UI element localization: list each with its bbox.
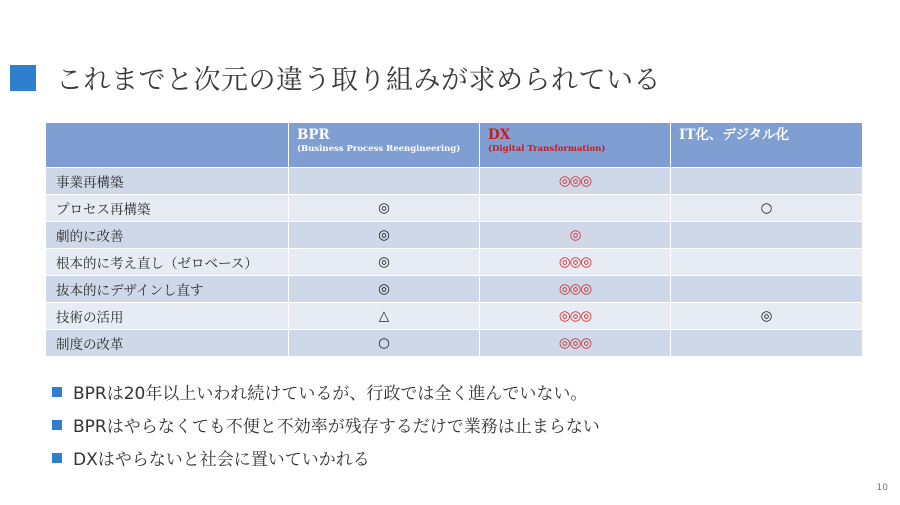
bullet-text: DXはやらないと社会に置いていかれる	[73, 450, 370, 470]
dx-mark	[480, 195, 671, 222]
list-item	[52, 375, 600, 408]
bullet-square-icon	[52, 453, 62, 463]
bullet-list	[52, 375, 600, 474]
table-row	[46, 222, 863, 249]
slide-title-bar	[10, 58, 661, 97]
header-it	[671, 123, 863, 168]
bpr-mark: ◎	[289, 276, 480, 303]
header-bpr	[289, 123, 480, 168]
bpr-mark: ◎	[289, 195, 480, 222]
bpr-mark: △	[289, 303, 480, 330]
bpr-mark: ◎	[289, 222, 480, 249]
it-mark	[671, 222, 863, 249]
dx-mark: ◎◎◎	[480, 303, 671, 330]
header-it-title: IT化、デジタル化	[679, 127, 790, 143]
header-dx-title: DX	[488, 127, 511, 143]
bpr-mark: ◎	[289, 249, 480, 276]
it-mark	[671, 276, 863, 303]
dx-mark: ◎◎◎	[480, 168, 671, 195]
it-mark: ◎	[671, 303, 863, 330]
table-row	[46, 168, 863, 195]
header-bpr-subtitle: (Business Process Reengineering)	[297, 144, 461, 154]
bpr-mark: ○	[289, 330, 480, 357]
it-mark	[671, 330, 863, 357]
row-label: 根本的に考え直し（ゼロベース）	[46, 249, 289, 276]
row-label: 事業再構築	[46, 168, 289, 195]
header-empty-cell	[46, 123, 289, 168]
table-row	[46, 276, 863, 303]
page-number: 10	[876, 483, 888, 493]
list-item	[52, 408, 600, 441]
dx-mark: ◎◎◎	[480, 330, 671, 357]
list-item	[52, 441, 600, 474]
bullet-text: BPRは20年以上いわれ続けているが、行政では全く進んでいない。	[73, 384, 588, 404]
bullet-text: BPRはやらなくても不便と不効率が残存するだけで業務は止まらない	[73, 417, 600, 437]
dx-mark: ◎◎◎	[480, 249, 671, 276]
bullet-square-icon	[52, 387, 62, 397]
row-label: 抜本的にデザインし直す	[46, 276, 289, 303]
comparison-table	[45, 122, 863, 357]
title-square-icon	[10, 65, 36, 91]
it-mark: ○	[671, 195, 863, 222]
table-row	[46, 195, 863, 222]
table-header-row	[46, 123, 863, 168]
bpr-mark	[289, 168, 480, 195]
row-label: 技術の活用	[46, 303, 289, 330]
header-dx	[480, 123, 671, 168]
table-row	[46, 249, 863, 276]
row-label: 劇的に改善	[46, 222, 289, 249]
it-mark	[671, 168, 863, 195]
dx-mark: ◎	[480, 222, 671, 249]
dx-mark: ◎◎◎	[480, 276, 671, 303]
table-row	[46, 330, 863, 357]
row-label: プロセス再構築	[46, 195, 289, 222]
table-row	[46, 303, 863, 330]
slide-title: これまでと次元の違う取り組みが求められている	[56, 65, 661, 96]
header-dx-subtitle: (Digital Transformation)	[488, 144, 606, 154]
header-bpr-title: BPR	[297, 127, 330, 143]
it-mark	[671, 249, 863, 276]
row-label: 制度の改革	[46, 330, 289, 357]
bullet-square-icon	[52, 420, 62, 430]
